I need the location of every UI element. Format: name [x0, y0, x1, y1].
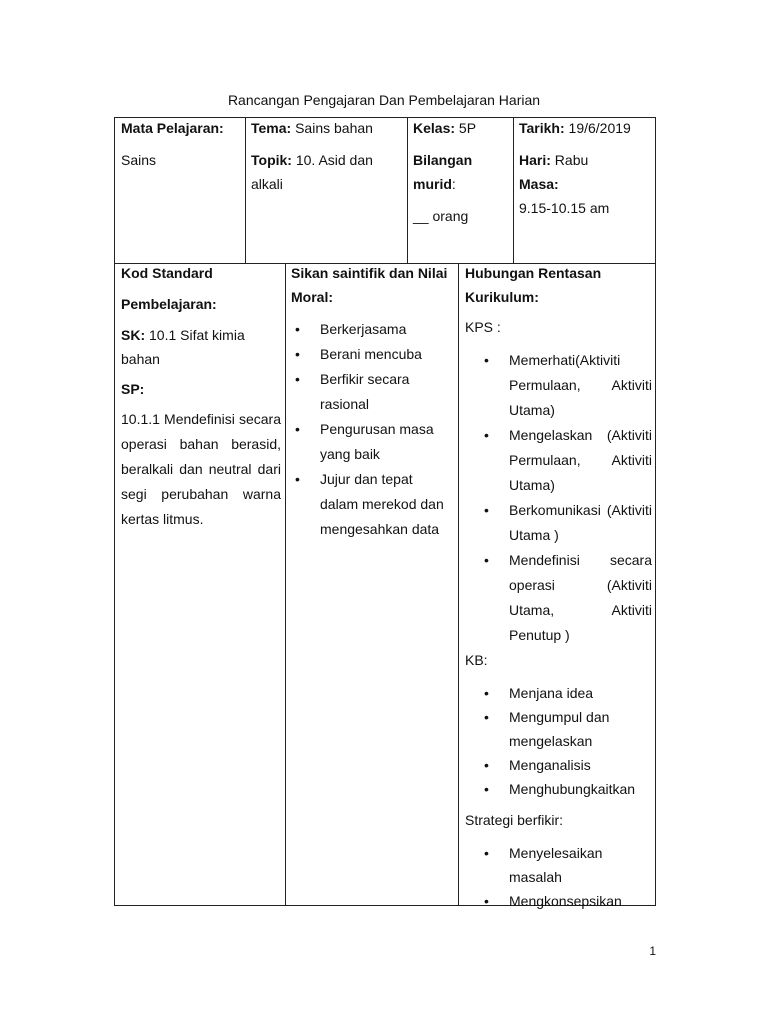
list-item: • Mengkonsepsikan — [480, 889, 652, 913]
sp-text: 10.1.1 Mendefinisi secara operasi bahan berasid, beralkali dan neutral dari segi perubahan warna kertas litmus. — [121, 411, 281, 527]
list-item: • Menyelesaikan masalah — [480, 841, 652, 889]
tarikh-label: Tarikh: — [519, 120, 565, 136]
tema-cell — [251, 116, 401, 196]
divider — [458, 264, 459, 905]
list-item: • Menjana idea — [480, 681, 652, 705]
divider — [513, 118, 514, 263]
sp-label: SP: — [121, 381, 145, 397]
page-title: Rancangan Pengajaran Dan Pembelajaran Harian — [227, 92, 541, 108]
list-item: • Mengumpul dan mengelaskan — [480, 705, 652, 753]
sikap-heading: Sikan saintifik dan Nilai Moral: — [291, 265, 448, 305]
list-item: • Berkomunikasi (Aktiviti Utama ) — [480, 498, 652, 548]
topik-label: Topik: — [251, 152, 292, 168]
header-table — [114, 117, 656, 264]
kod-standard-heading: Kod Standard — [121, 265, 213, 281]
bilangan-colon: : — [451, 176, 456, 192]
page-number: 1 — [649, 944, 656, 958]
divider — [407, 118, 408, 263]
list-item: • Mengelaskan (Aktiviti Permulaan, Aktiviti Utama) — [480, 423, 652, 498]
list-item: • Pengurusan masa yang baik — [291, 417, 453, 467]
masa-value: 9.15-10.15 am — [519, 200, 610, 216]
sk-value: 10.1 Sifat kimia bahan — [121, 327, 245, 367]
list-item: • Berani mencuba — [291, 342, 453, 367]
kb-label: KB: — [465, 652, 488, 668]
hari-label: Hari: — [519, 152, 551, 168]
kelas-value: 5P — [455, 120, 477, 136]
sikap-list — [291, 317, 453, 542]
list-item: • Jujur dan tepat dalam merekod dan mengesahkan data — [291, 467, 453, 542]
pembelajaran-heading: Pembelajaran: — [121, 296, 217, 312]
kps-label: KPS : — [465, 319, 501, 335]
list-item: • Berfikir secara rasional — [291, 367, 453, 417]
divider — [285, 264, 286, 905]
tarikh-value: 19/6/2019 — [564, 120, 631, 136]
bilangan-value: __ orang — [413, 208, 469, 224]
strategi-label: Strategi berfikir: — [465, 812, 564, 828]
topik-value: 10. Asid dan alkali — [251, 152, 373, 192]
mata-label: Mata Pelajaran: — [121, 120, 224, 136]
tarikh-cell — [519, 116, 651, 220]
mata-value: Sains — [121, 152, 157, 168]
kb-list — [480, 681, 652, 801]
kod-standard-cell — [121, 261, 281, 532]
list-item: • Berkerjasama — [291, 317, 453, 342]
tema-value: Sains bahan — [291, 120, 373, 136]
rentasan-cell — [465, 261, 652, 913]
kps-list — [480, 348, 652, 648]
content-table — [114, 263, 656, 909]
list-item: • Mendefinisi secara operasi (Aktiviti Utama, Aktiviti Penutup ) — [480, 548, 652, 648]
bilangan-label: Bilangan murid — [413, 152, 473, 192]
list-item: • Menganalisis — [480, 753, 652, 777]
kelas-label: Kelas: — [413, 120, 456, 136]
tema-label: Tema: — [251, 120, 292, 136]
masa-label: Masa: — [519, 176, 559, 192]
divider — [245, 118, 246, 263]
strategi-list — [480, 841, 652, 913]
hari-value: Rabu — [550, 152, 589, 168]
mata-pelajaran-cell — [121, 116, 241, 172]
sikap-cell — [291, 261, 453, 542]
kelas-cell — [413, 116, 507, 228]
list-item: • Memerhati(Aktiviti Permulaan, Aktiviti Utama) — [480, 348, 652, 423]
sk-label: SK: — [121, 327, 146, 343]
list-item: • Menghubungkaitkan — [480, 777, 652, 801]
rentasan-heading: Hubungan Rentasan Kurikulum: — [465, 265, 602, 305]
